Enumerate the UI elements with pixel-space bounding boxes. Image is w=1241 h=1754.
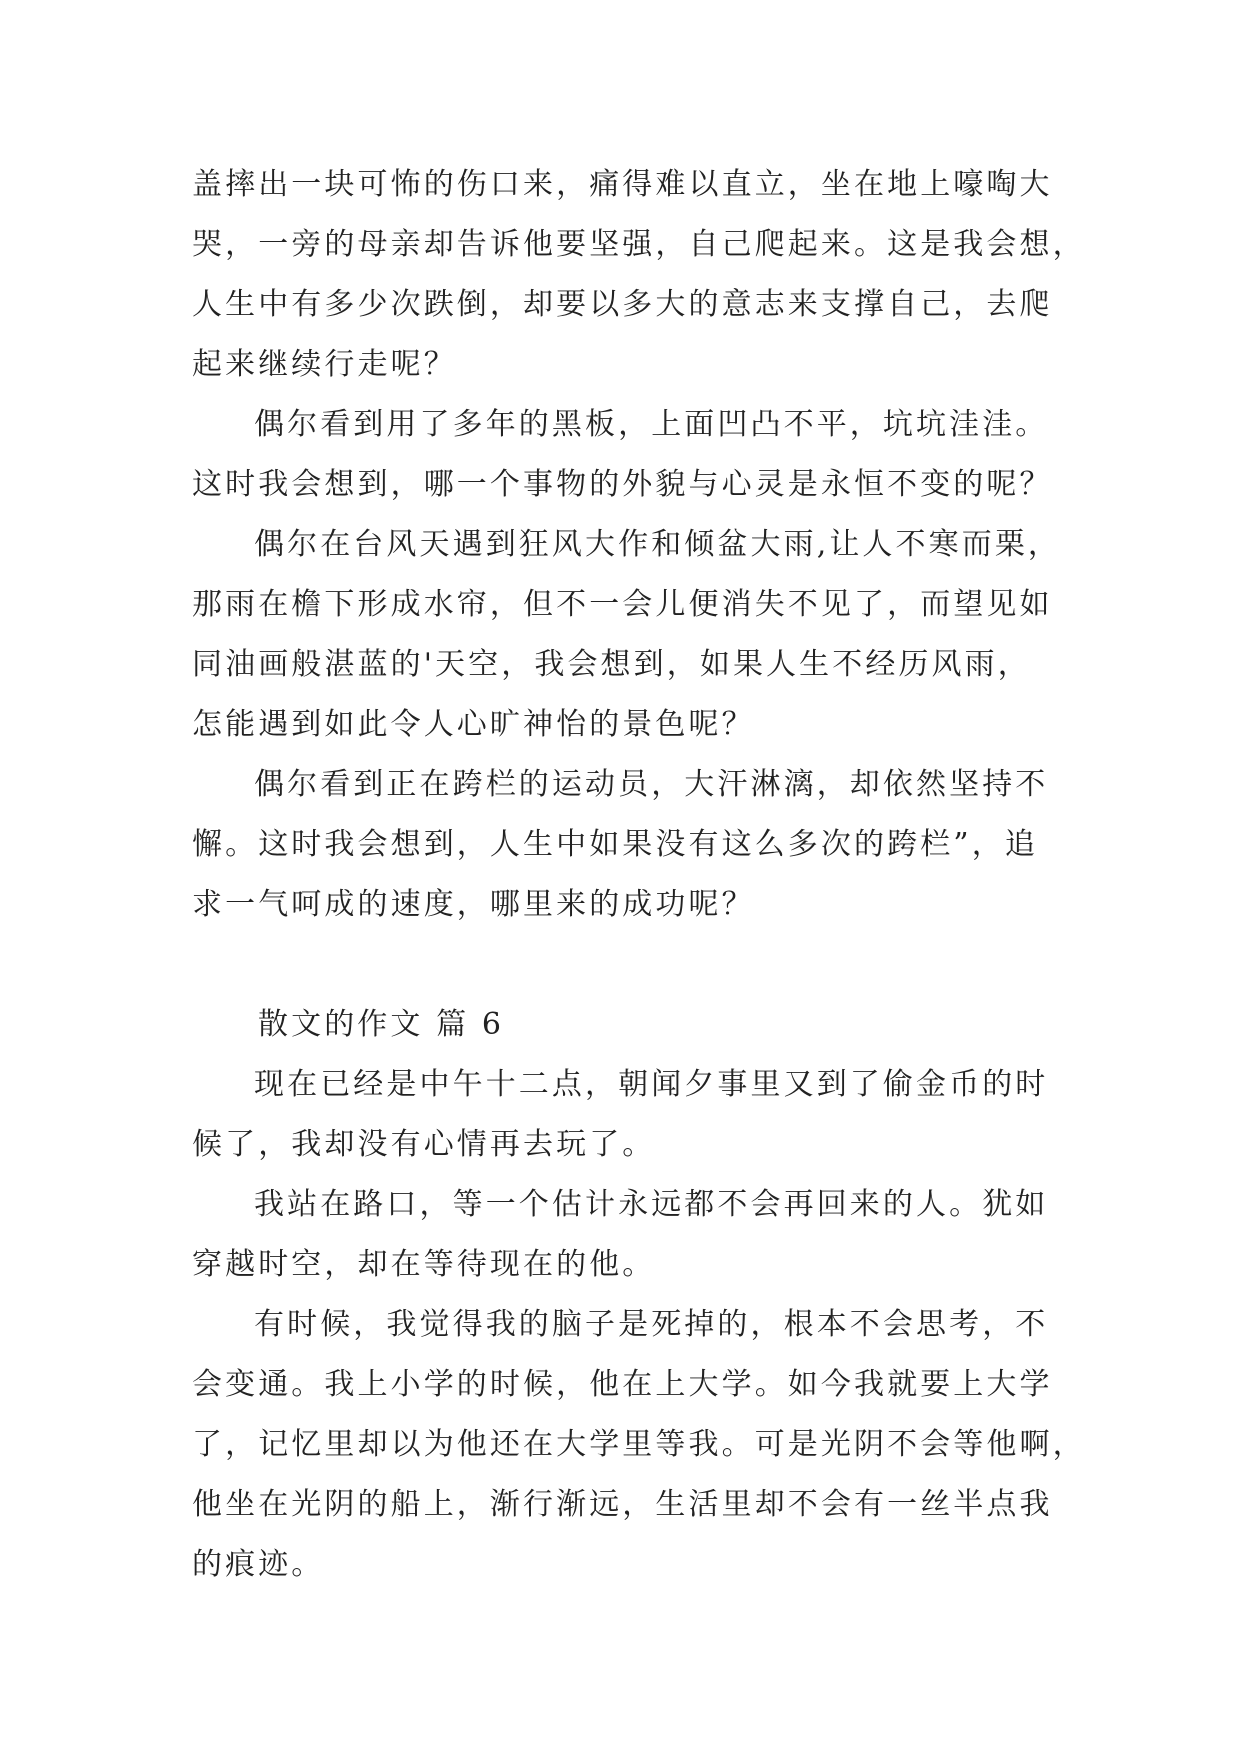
text-line: 懈。这时我会想到，人生中如果没有这么多次的跨栏”，追 <box>192 827 1038 862</box>
paragraph-2 <box>192 395 1053 515</box>
text-line: 盖摔出一块可怖的伤口来，痛得难以直立，坐在地上嚎啕大 <box>192 167 1053 202</box>
document-body <box>192 155 1086 1595</box>
text-line: 候了，我却没有心情再去玩了。 <box>192 1127 656 1162</box>
section-heading: 散文的作文 篇 6 <box>258 1007 505 1042</box>
text-line: 的痕迹。 <box>192 1547 325 1582</box>
text-line: 偶尔看到正在跨栏的运动员，大汗淋漓，却依然坚持不 <box>254 767 1049 802</box>
text-line: 人生中有多少次跌倒，却要以多大的意志来支撑自己，去爬 <box>192 287 1053 322</box>
text-line: 现在已经是中午十二点，朝闻夕事里又到了偷金币的时 <box>254 1067 1049 1102</box>
paragraph-1 <box>192 155 1086 395</box>
text-line: 这时我会想到，哪一个事物的外貌与心灵是永恒不变的呢？ <box>192 467 1053 502</box>
text-line: 我站在路口，等一个估计永远都不会再回来的人。犹如 <box>254 1187 1049 1222</box>
paragraph-7 <box>192 1295 1086 1595</box>
paragraph-4 <box>192 755 1050 935</box>
text-line: 哭，一旁的母亲却告诉他要坚强，自己爬起来。这是我会想， <box>192 227 1086 262</box>
text-line: 求一气呵成的速度，哪里来的成功呢？ <box>192 887 755 922</box>
text-line: 偶尔在台风天遇到狂风大作和倾盆大雨,让人不寒而栗， <box>254 527 1062 562</box>
paragraph-3 <box>192 515 1062 755</box>
text-line: 穿越时空，却在等待现在的他。 <box>192 1247 656 1282</box>
text-line: 了，记忆里却以为他还在大学里等我。可是光阴不会等他啊， <box>192 1427 1086 1462</box>
paragraph-5 <box>192 1055 1050 1175</box>
text-line: 他坐在光阴的船上，渐行渐远，生活里却不会有一丝半点我 <box>192 1487 1053 1522</box>
text-line: 怎能遇到如此令人心旷神怡的景色呢？ <box>192 707 755 742</box>
paragraph-6 <box>192 1175 1050 1295</box>
text-line: 那雨在檐下形成水帘，但不一会儿便消失不见了，而望见如 <box>192 587 1053 622</box>
text-line: 会变通。我上小学的时候，他在上大学。如今我就要上大学 <box>192 1367 1053 1402</box>
text-line: 同油画般湛蓝的'天空，我会想到，如果人生不经历风雨， <box>192 647 1031 682</box>
text-line: 起来继续行走呢？ <box>192 347 457 382</box>
text-line: 有时候，我觉得我的脑子是死掉的，根本不会思考，不 <box>254 1307 1049 1342</box>
text-line: 偶尔看到用了多年的黑板，上面凹凸不平，坑坑洼洼。 <box>254 407 1049 442</box>
section-gap <box>192 935 1050 995</box>
